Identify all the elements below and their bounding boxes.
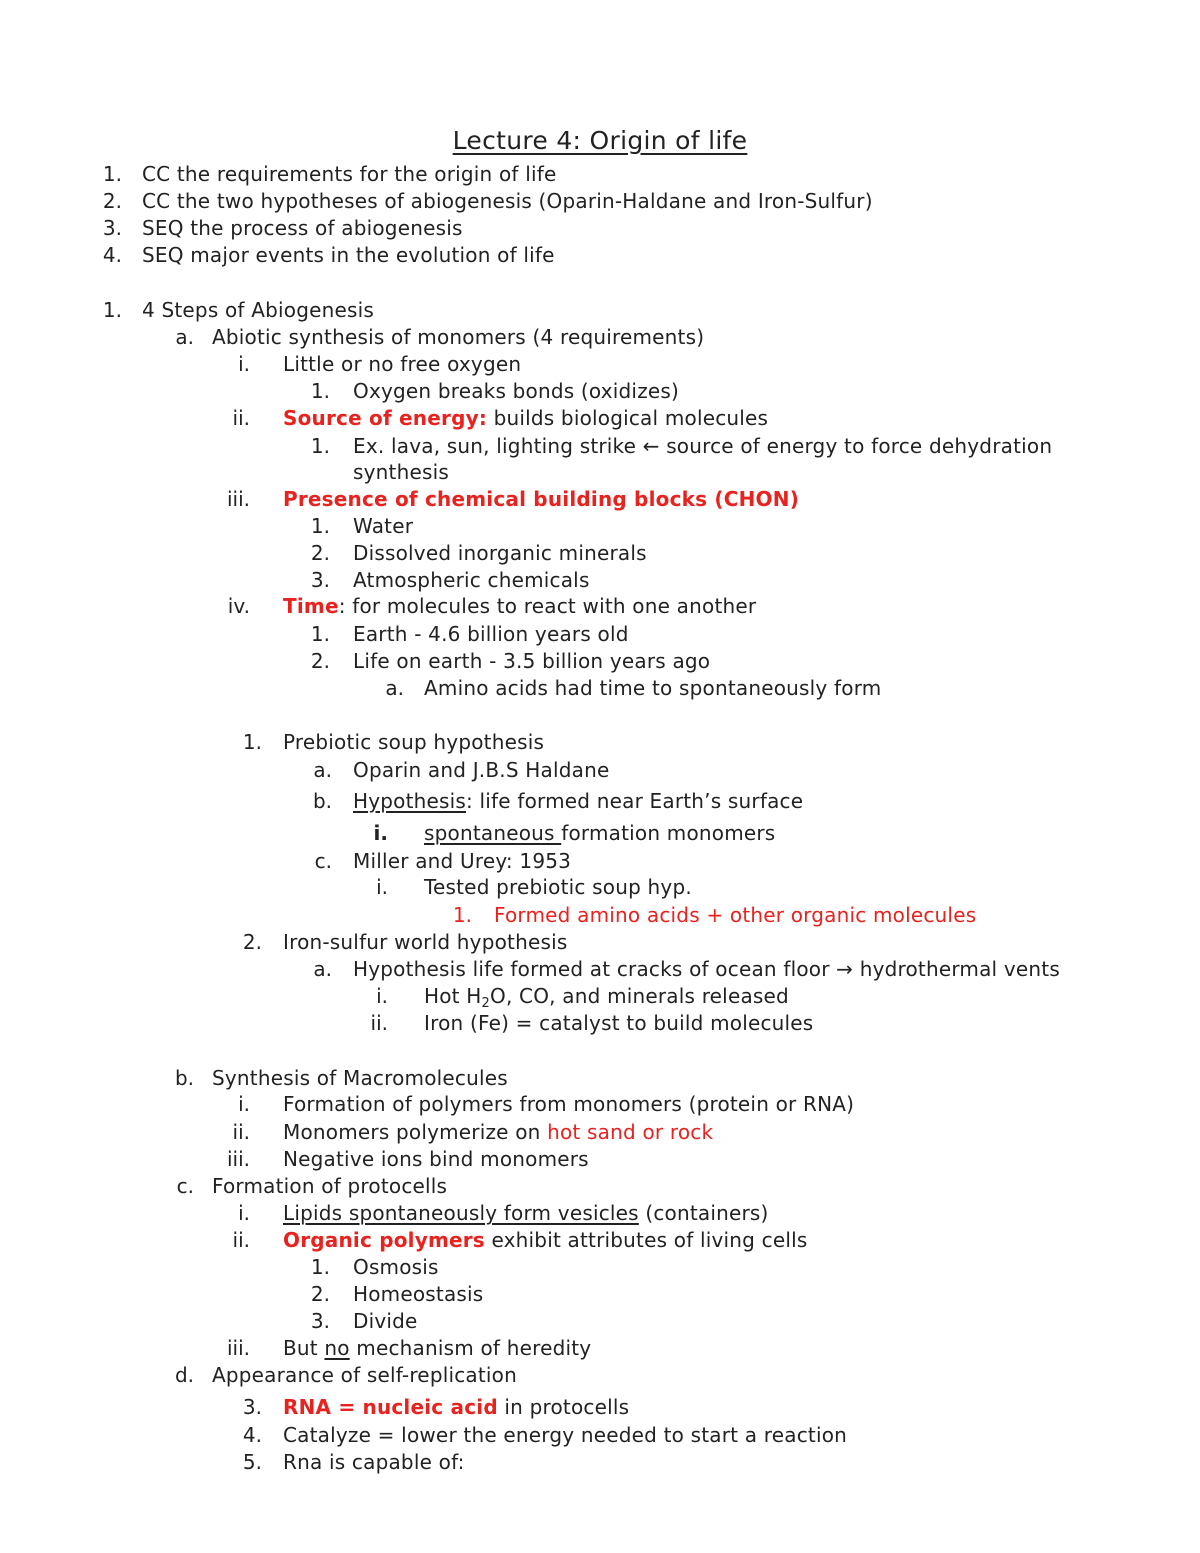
highlight-term: RNA = nucleic acid xyxy=(283,1395,498,1419)
outline-marker: b. xyxy=(312,789,332,813)
outline-marker: 1. xyxy=(310,379,330,403)
outline-marker: 2. xyxy=(310,1282,330,1306)
outline-marker: 2. xyxy=(242,930,262,954)
outline-marker: 3. xyxy=(242,1395,262,1419)
outline-item xyxy=(283,1201,769,1225)
outline-item: Abiotic synthesis of monomers (4 requirements) xyxy=(212,325,705,349)
outline-marker: c. xyxy=(314,849,332,873)
outline-item: Catalyze = lower the energy needed to start a reaction xyxy=(283,1423,848,1447)
outline-marker: 1. xyxy=(242,730,262,754)
underlined-term: Lipids spontaneously form vesicles xyxy=(283,1201,639,1225)
outline-marker: i. xyxy=(238,1201,250,1225)
objective-item: CC the requirements for the origin of life xyxy=(142,162,557,186)
outline-marker: 1. xyxy=(310,514,330,538)
outline-marker: a. xyxy=(175,325,194,349)
outline-item xyxy=(283,1395,629,1419)
highlight-term: Organic polymers xyxy=(283,1228,485,1252)
outline-marker: i. xyxy=(373,821,388,845)
item-text: But xyxy=(283,1336,325,1360)
outline-item: Ex. lava, sun, lighting strike ← source of energy to force dehydration xyxy=(353,434,1053,458)
outline-marker: 4. xyxy=(242,1423,262,1447)
outline-item: Formation of polymers from monomers (protein or RNA) xyxy=(283,1092,855,1116)
outline-item-continuation: synthesis xyxy=(353,460,449,484)
outline-item xyxy=(283,1336,591,1360)
outline-marker: d. xyxy=(174,1363,194,1387)
outline-marker: ii. xyxy=(232,1120,250,1144)
outline-item: Divide xyxy=(353,1309,418,1333)
outline-item: Hypothesis life formed at cracks of ocean floor → hydrothermal vents xyxy=(353,957,1060,981)
outline-marker: iii. xyxy=(226,487,250,511)
outline-marker: a. xyxy=(313,758,332,782)
objective-marker: 1. xyxy=(102,162,122,186)
outline-item: Earth - 4.6 billion years old xyxy=(353,622,629,646)
outline-marker: 3. xyxy=(310,1309,330,1333)
outline-item: Little or no free oxygen xyxy=(283,352,522,376)
outline-marker: iv. xyxy=(227,594,250,618)
outline-marker: 5. xyxy=(242,1450,262,1474)
outline-item: Iron-sulfur world hypothesis xyxy=(283,930,568,954)
outline-item: Negative ions bind monomers xyxy=(283,1147,589,1171)
highlight-term: hot sand or rock xyxy=(547,1120,714,1144)
outline-item xyxy=(283,1120,713,1144)
outline-marker: 1. xyxy=(310,434,330,458)
outline-item: Life on earth - 3.5 billion years ago xyxy=(353,649,711,673)
outline-item xyxy=(283,406,768,430)
item-text: O, CO, and minerals released xyxy=(490,984,789,1008)
outline-marker: i. xyxy=(376,875,388,899)
outline-item xyxy=(353,789,803,813)
highlight-item: Formed amino acids + other organic molecules xyxy=(494,903,977,927)
outline-item: Homeostasis xyxy=(353,1282,484,1306)
item-text: formation monomers xyxy=(561,821,776,845)
item-text: exhibit attributes of living cells xyxy=(484,1228,808,1252)
outline-item xyxy=(283,594,756,618)
outline-marker: b. xyxy=(174,1066,194,1090)
outline-marker: i. xyxy=(238,352,250,376)
underlined-term: no xyxy=(324,1336,350,1360)
outline-item: Synthesis of Macromolecules xyxy=(212,1066,508,1090)
outline-item: Rna is capable of: xyxy=(283,1450,465,1474)
outline-item: Formation of protocells xyxy=(212,1174,448,1198)
item-text: Monomers polymerize on xyxy=(283,1120,548,1144)
outline-item: Prebiotic soup hypothesis xyxy=(283,730,545,754)
outline-item: Oparin and J.B.S Haldane xyxy=(353,758,610,782)
item-text: : for molecules to react with one another xyxy=(338,594,757,618)
outline-item: Appearance of self-replication xyxy=(212,1363,517,1387)
item-text: builds biological molecules xyxy=(487,406,769,430)
outline-marker: a. xyxy=(385,676,404,700)
highlight-term: Source of energy: xyxy=(283,406,488,430)
outline-marker: c. xyxy=(176,1174,194,1198)
item-text: mechanism of heredity xyxy=(349,1336,592,1360)
outline-item: Tested prebiotic soup hyp. xyxy=(424,875,692,899)
outline-item: Iron (Fe) = catalyst to build molecules xyxy=(424,1011,814,1035)
outline-marker: ii. xyxy=(232,1228,250,1252)
outline-heading: 4 Steps of Abiogenesis xyxy=(142,298,374,322)
item-text: : life formed near Earth’s surface xyxy=(466,789,804,813)
outline-item: Dissolved inorganic minerals xyxy=(353,541,647,565)
outline-marker: ii. xyxy=(370,1011,388,1035)
subscript: 2 xyxy=(481,996,490,1011)
outline-marker: 1. xyxy=(310,1255,330,1279)
outline-item: Miller and Urey: 1953 xyxy=(353,849,572,873)
page-title: Lecture 4: Origin of life xyxy=(452,126,748,155)
objective-marker: 4. xyxy=(102,243,122,267)
objective-marker: 3. xyxy=(102,216,122,240)
outline-marker: 2. xyxy=(310,649,330,673)
outline-item: Water xyxy=(353,514,414,538)
objective-item: CC the two hypotheses of abiogenesis (Oparin-Haldane and Iron-Sulfur) xyxy=(142,189,873,213)
item-text: in protocells xyxy=(497,1395,630,1419)
outline-marker: 2. xyxy=(310,541,330,565)
outline-marker: a. xyxy=(313,957,332,981)
highlight-term: Presence of chemical building blocks (CHON) xyxy=(283,487,800,511)
outline-marker: iii. xyxy=(226,1336,250,1360)
item-text: Hot H xyxy=(424,984,482,1008)
outline-item: Osmosis xyxy=(353,1255,439,1279)
outline-item xyxy=(424,821,775,845)
outline-marker: 1. xyxy=(310,622,330,646)
outline-marker: 1. xyxy=(452,903,472,927)
outline-item: Atmospheric chemicals xyxy=(353,568,590,592)
outline-marker: i. xyxy=(238,1092,250,1116)
outline-item xyxy=(283,1228,807,1252)
outline-marker: iii. xyxy=(226,1147,250,1171)
outline-item: Oxygen breaks bonds (oxidizes) xyxy=(353,379,680,403)
outline-marker: ii. xyxy=(232,406,250,430)
outline-item: Amino acids had time to spontaneously form xyxy=(424,676,882,700)
objective-item: SEQ the process of abiogenesis xyxy=(142,216,463,240)
highlight-term: Time xyxy=(283,594,339,618)
objective-item: SEQ major events in the evolution of life xyxy=(142,243,555,267)
objective-marker: 2. xyxy=(102,189,122,213)
outline-marker: 3. xyxy=(310,568,330,592)
underlined-term: Hypothesis xyxy=(353,789,467,813)
outline-marker: i. xyxy=(376,984,388,1008)
item-text: (containers) xyxy=(638,1201,769,1225)
outline-marker: 1. xyxy=(102,298,122,322)
underlined-term: spontaneous xyxy=(424,821,562,845)
